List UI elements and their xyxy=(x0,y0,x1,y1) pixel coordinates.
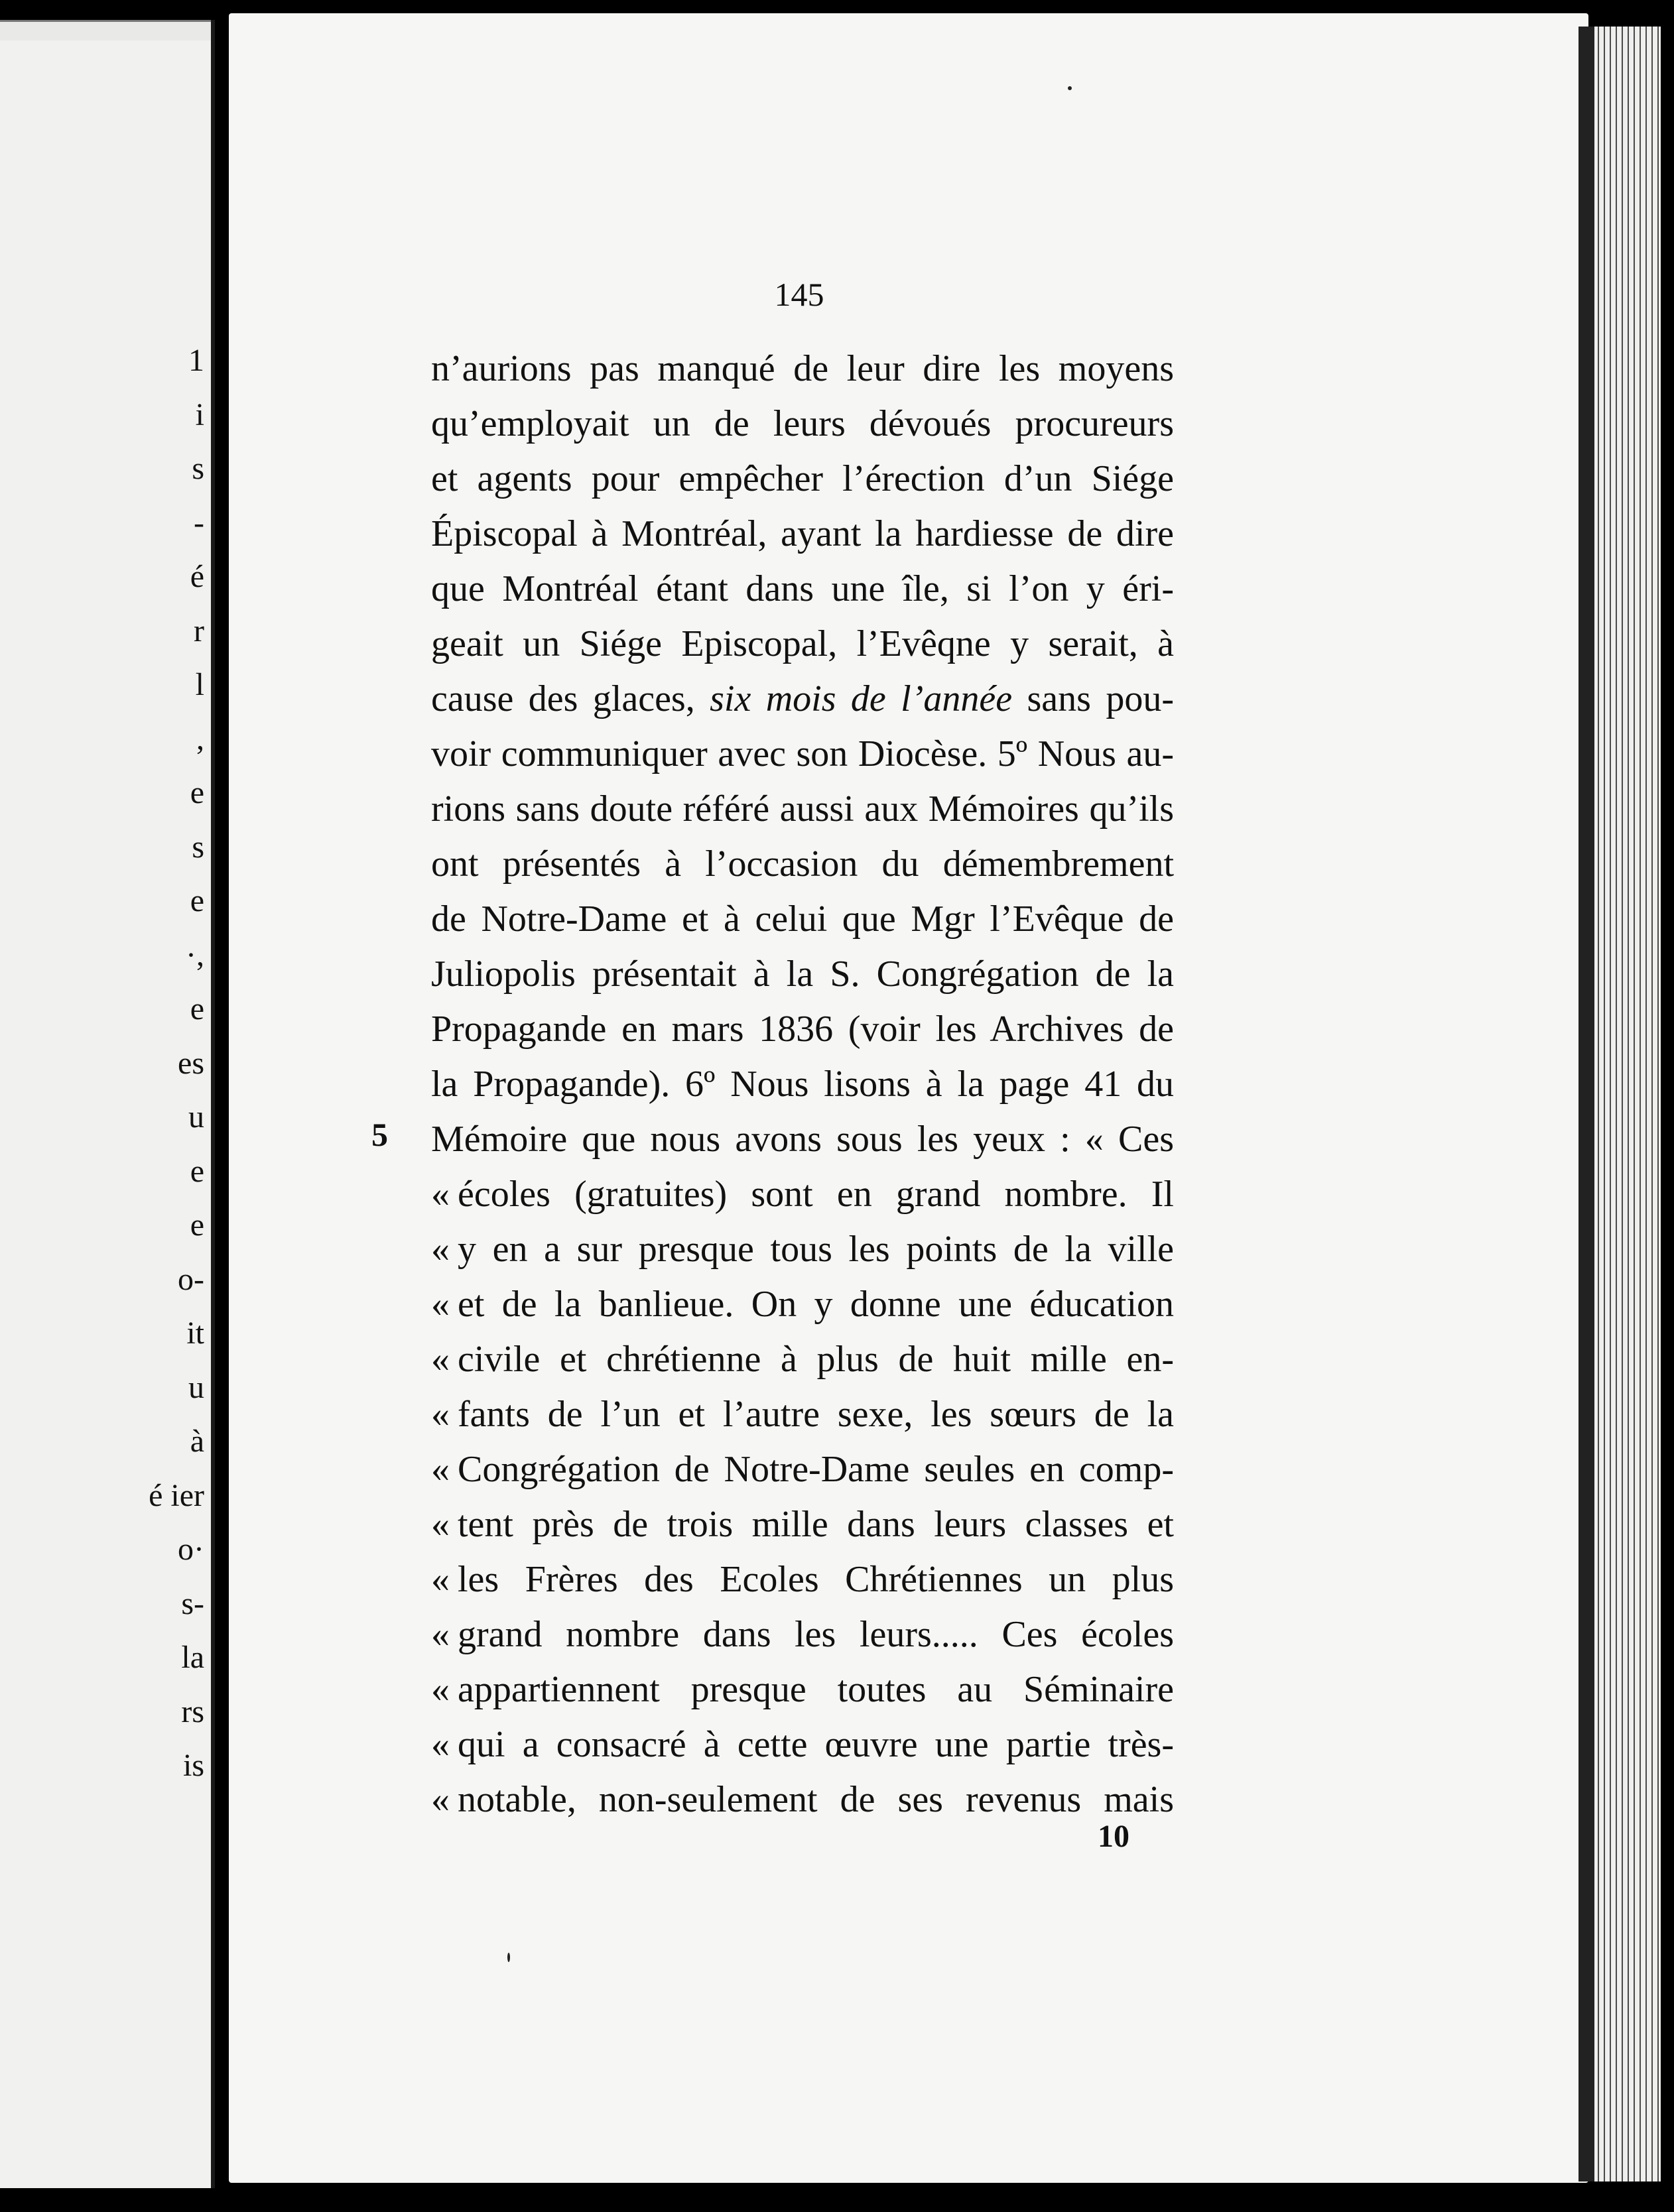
text-line xyxy=(431,1222,1174,1277)
left-page-fragment: é xyxy=(190,559,204,594)
left-page-fragment: à xyxy=(190,1424,204,1459)
left-page-fragment: e xyxy=(190,883,204,918)
line-text: tent près de trois mille dans leurs classes et xyxy=(458,1504,1174,1545)
text-line xyxy=(431,782,1174,837)
line-text: civile et chrétienne à plus de huit mille en- xyxy=(458,1339,1174,1380)
line-text: fants de l’un et l’autre sexe, les sœurs de la xyxy=(458,1394,1174,1435)
guillemet-mark: « xyxy=(431,1339,450,1380)
left-page-fragment: u xyxy=(188,1099,204,1135)
body-text xyxy=(431,341,1174,1827)
text-line xyxy=(431,1607,1174,1662)
line-text: qui a consacré à cette œuvre une partie très- xyxy=(458,1724,1174,1765)
line-text: Juliopolis présentait à la S. Congrégation de la xyxy=(431,953,1174,995)
line-text: ont présentés à l’occasion du démembrement xyxy=(431,843,1174,885)
left-page-edge xyxy=(0,20,215,2188)
line-text: et agents pour empêcher l’érection d’un Siége xyxy=(431,458,1174,499)
text-line xyxy=(431,1002,1174,1057)
line-text: Épiscopal à Montréal, ayant la hardiesse de dire xyxy=(431,513,1174,554)
guillemet-mark: « xyxy=(431,1449,450,1490)
line-text: sans pou- xyxy=(1012,678,1174,719)
line-text: rions sans doute référé aussi aux Mémoires qu’ils xyxy=(431,788,1174,830)
text-line xyxy=(431,1112,1174,1167)
text-line xyxy=(431,507,1174,562)
text-line xyxy=(431,672,1174,727)
line-text: écoles (gratuites) sont en grand nombre. Il xyxy=(458,1174,1174,1215)
line-text: Mémoire que nous avons sous les yeux : « Ces xyxy=(431,1119,1174,1160)
left-page-fragment: s xyxy=(192,829,204,865)
line-text: n’aurions pas manqué de leur dire les moyens xyxy=(431,348,1174,389)
left-page-fragment: i xyxy=(195,397,204,432)
left-page-fragment: e xyxy=(190,991,204,1026)
left-page-top-edge xyxy=(0,20,211,40)
left-page-fragment: la xyxy=(181,1640,204,1675)
left-page-fragment: o· xyxy=(178,1532,204,1567)
text-line xyxy=(431,1332,1174,1387)
line-text: appartiennent presque toutes au Séminaire xyxy=(458,1669,1174,1710)
text-line xyxy=(431,892,1174,947)
left-page-fragment: r xyxy=(194,613,204,648)
text-line xyxy=(431,1772,1174,1827)
line-text: voir communiquer avec son Diocèse. 5º Nous au- xyxy=(431,733,1174,774)
left-page-fragment: rs xyxy=(181,1693,204,1729)
text-line xyxy=(431,947,1174,1002)
guillemet-mark: « xyxy=(431,1504,450,1545)
guillemet-mark: « xyxy=(431,1174,450,1215)
line-text: grand nombre dans les leurs..... Ces écoles xyxy=(458,1614,1174,1655)
text-line xyxy=(431,562,1174,617)
line-text: et de la banlieue. On y donne une éducation xyxy=(458,1284,1174,1325)
left-page-fragment: s- xyxy=(181,1585,204,1621)
line-text: les Frères des Ecoles Chrétiennes un plus xyxy=(458,1559,1174,1600)
text-line xyxy=(431,1552,1174,1607)
text-line xyxy=(431,1057,1174,1112)
signature-mark: 10 xyxy=(1098,1819,1129,1854)
left-page-fragment: - xyxy=(194,505,204,540)
text-line xyxy=(431,341,1174,397)
line-text: y en a sur presque tous les points de la ville xyxy=(458,1229,1174,1270)
left-page-fragment: es xyxy=(178,1045,204,1081)
left-page-fragment: l xyxy=(195,667,204,702)
text-line xyxy=(431,617,1174,672)
left-page-fragment: is xyxy=(182,1748,204,1783)
text-line xyxy=(431,1277,1174,1332)
line-text: la Propagande). 6º Nous lisons à la page 41 du xyxy=(431,1064,1174,1105)
guillemet-mark: « xyxy=(431,1669,450,1710)
page-fore-edge-shadow xyxy=(1578,27,1594,2181)
line-text: notable, non-seulement de ses revenus mais xyxy=(458,1779,1174,1820)
text-line xyxy=(431,397,1174,452)
text-line xyxy=(431,1497,1174,1552)
left-page-fragment: e xyxy=(190,775,204,810)
text-line xyxy=(431,837,1174,892)
left-page-fragment: , xyxy=(196,721,204,757)
left-page-fragment: é ier xyxy=(149,1477,204,1513)
left-page-fragment: 1 xyxy=(188,343,204,378)
left-page-fragment: u xyxy=(188,1369,204,1405)
paper-speck xyxy=(1068,86,1072,90)
text-line xyxy=(431,1387,1174,1442)
line-text-italic: six mois de l’année xyxy=(710,678,1013,719)
guillemet-mark: « xyxy=(431,1559,450,1600)
left-page-fragment: e xyxy=(190,1207,204,1243)
line-text: que Montréal étant dans une île, si l’on y éri- xyxy=(431,568,1174,609)
line-text: de Notre-Dame et à celui que Mgr l’Evêque de xyxy=(431,898,1174,940)
line-text: cause des glaces, xyxy=(431,678,710,719)
left-page-fragment: s xyxy=(192,451,204,486)
line-text: qu’employait un de leurs dévoués procureurs xyxy=(431,403,1174,444)
text-line xyxy=(431,1167,1174,1222)
text-line xyxy=(431,1662,1174,1717)
left-page-fragment: o- xyxy=(178,1261,204,1297)
guillemet-mark: « xyxy=(431,1724,450,1765)
line-text: geait un Siége Episcopal, l’Evêqne y serait, à xyxy=(431,623,1174,664)
guillemet-mark: « xyxy=(431,1779,450,1820)
paper-speck xyxy=(507,1953,510,1962)
line-text: Propagande en mars 1836 (voir les Archives de xyxy=(431,1009,1174,1050)
guillemet-mark: « xyxy=(431,1284,450,1325)
guillemet-mark: « xyxy=(431,1229,450,1270)
text-line xyxy=(431,452,1174,507)
text-line xyxy=(431,1442,1174,1497)
left-page-fragment: e xyxy=(190,1153,204,1189)
guillemet-mark: « xyxy=(431,1394,450,1435)
left-page-fragment: it xyxy=(186,1316,204,1351)
left-page-fragment: ·, xyxy=(186,937,204,973)
margin-line-number: 5 xyxy=(371,1116,388,1153)
text-line xyxy=(431,727,1174,782)
guillemet-mark: « xyxy=(431,1614,450,1655)
line-text: Congrégation de Notre-Dame seules en comp- xyxy=(458,1449,1174,1490)
page-number: 145 xyxy=(774,276,824,313)
text-line xyxy=(431,1717,1174,1772)
